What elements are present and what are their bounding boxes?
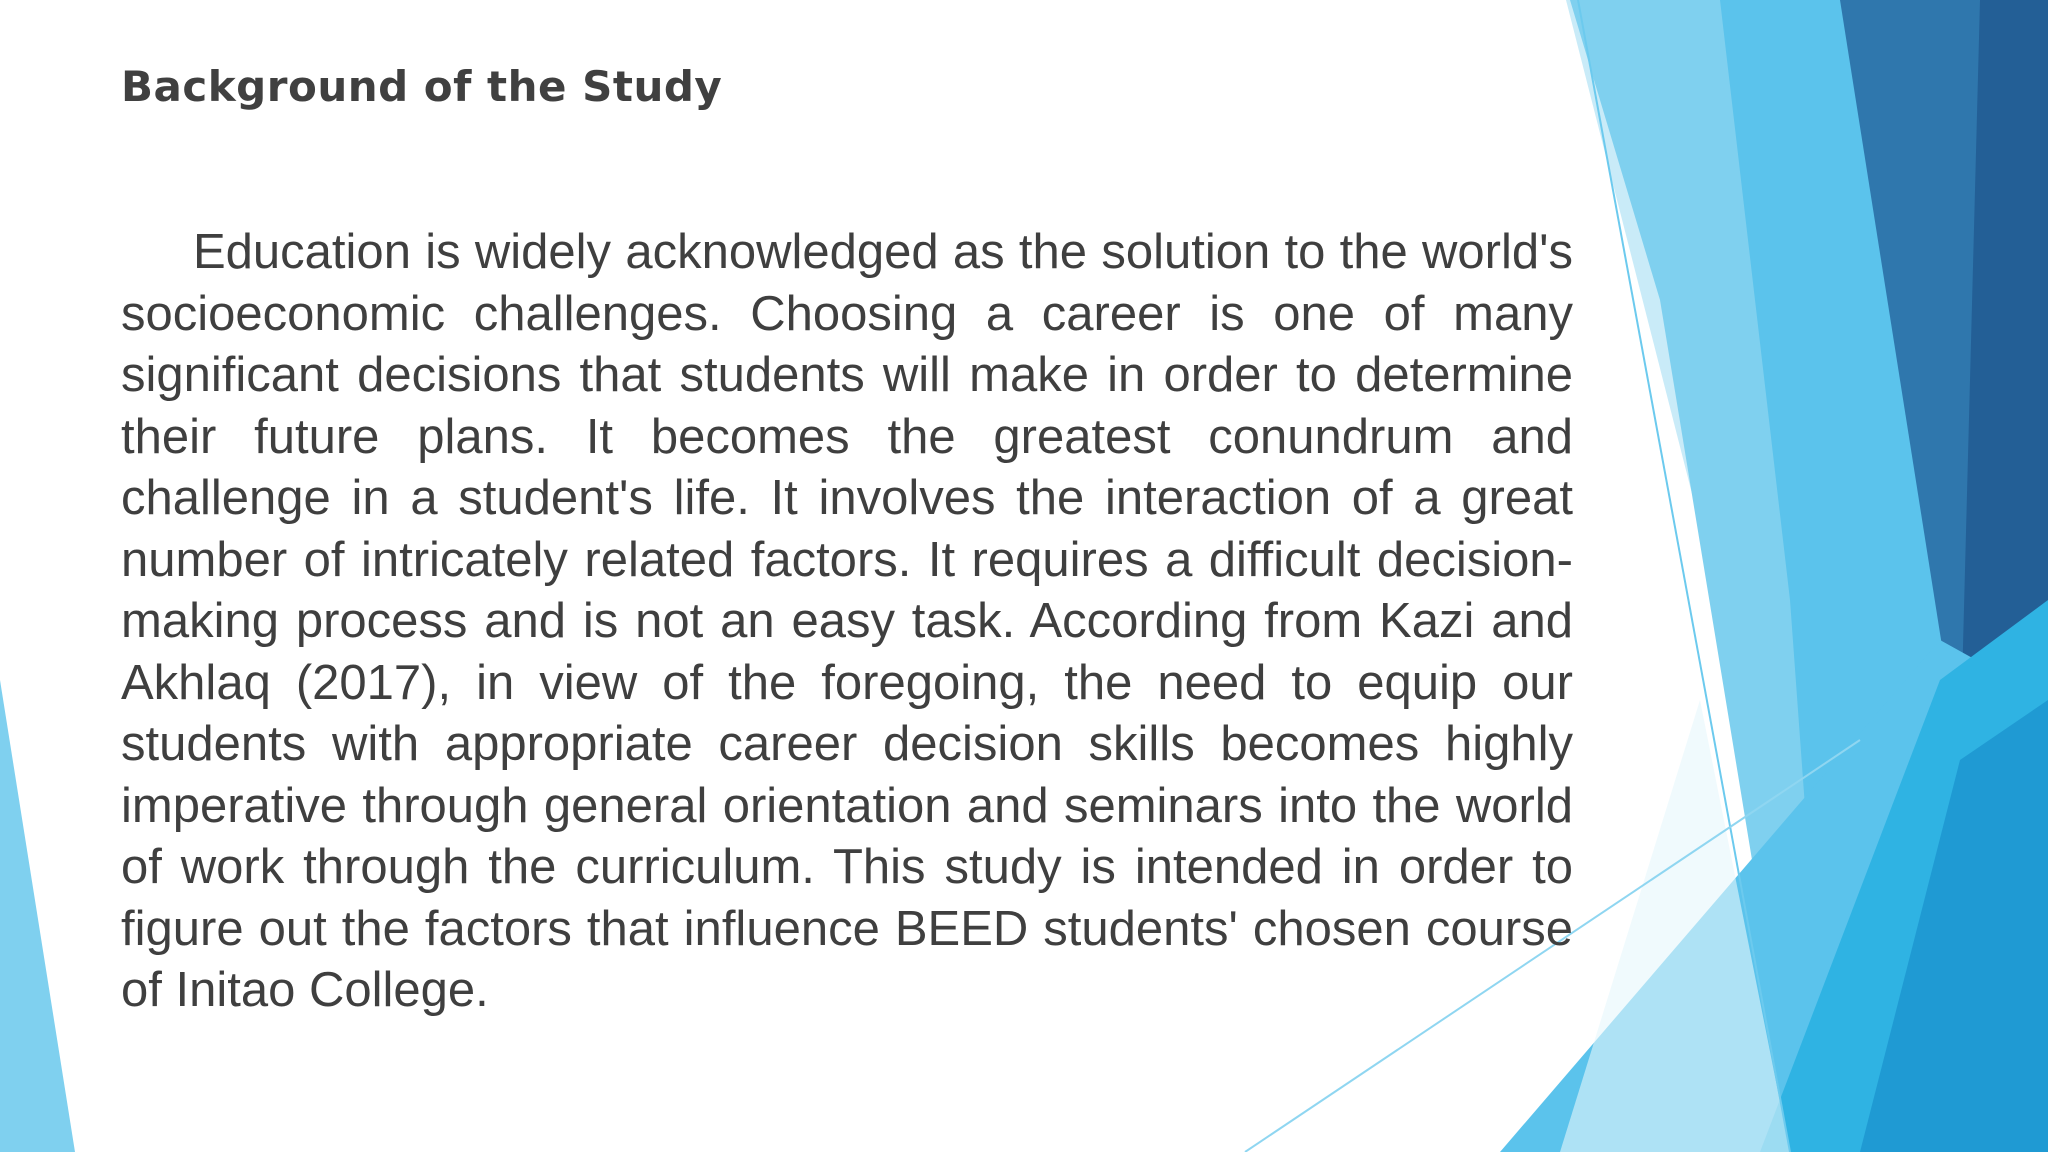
body-paragraph: Education is widely acknowledged as the solution to the world's socioeconomic challenges. Choosing a career is one of many significant decisions that students will make in order to determine their future plans. It becomes the greatest conundrum and challenge in a student's life. It involves the interaction of a great number of intricately related factors. It requires a difficult decision-making process and is not an easy task. According from Kazi and Akhlaq (2017), in view of the foregoing, the need to equip our students with appropriate career decision skills becomes highly imperative through general orientation and seminars into the world of work through the curriculum. This study is intended in order to figure out the factors that influence BEED students' chosen course of Initao College. bbox=[121, 225, 1573, 1017]
slide-title: Background of the Study bbox=[121, 62, 723, 111]
left-light-blue-sliver bbox=[0, 680, 75, 1152]
